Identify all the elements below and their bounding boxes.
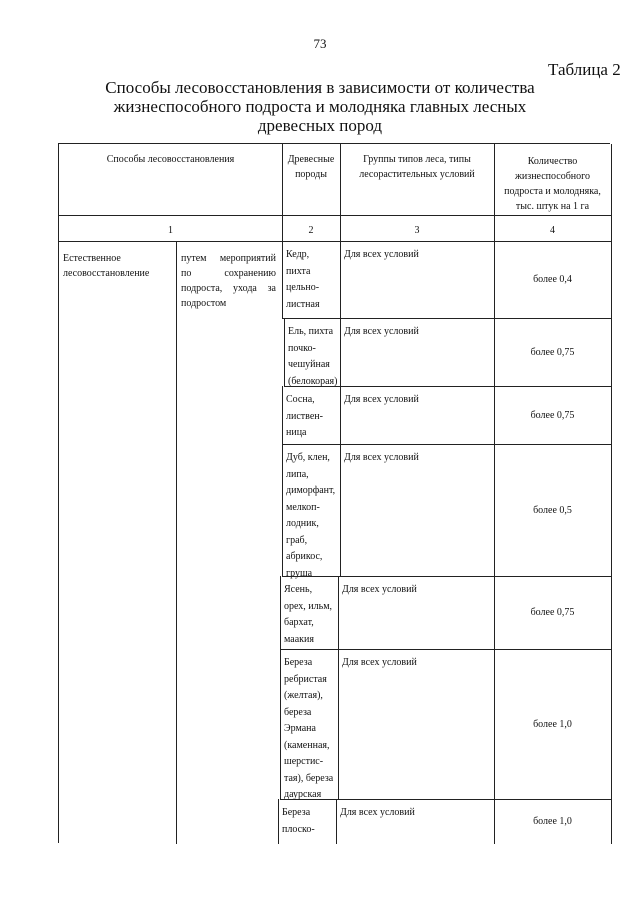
table-rule	[494, 799, 495, 844]
title-line: древесных пород	[257, 116, 383, 135]
quantity-cell: более 0,75	[530, 607, 575, 618]
species-line: пихта	[286, 265, 311, 277]
conditions-cell: Для всех условий	[342, 584, 417, 595]
header-line: тыс. штук на 1 га	[515, 201, 590, 212]
conditions-cell: Для всех условий	[340, 807, 415, 818]
species-cell	[282, 448, 340, 584]
table-rule	[278, 799, 279, 844]
species-line: даурская	[284, 789, 322, 800]
table-rule	[280, 799, 611, 800]
species-line: Ель, пихта	[288, 326, 334, 337]
species-line: береза	[284, 706, 312, 718]
quantity-cell: более 0,75	[530, 346, 575, 358]
measure-line: путем мероприятий	[181, 253, 276, 264]
table-rule	[59, 215, 611, 216]
conditions-cell: Для всех условий	[344, 326, 419, 337]
species-line: Эрмана	[284, 723, 316, 734]
header-line: Группы типов леса, типы	[363, 154, 471, 165]
species-line: бархат,	[284, 617, 314, 628]
table-rule	[340, 386, 341, 444]
page-number: 73	[313, 36, 327, 51]
species-cell	[278, 803, 336, 840]
table-rule	[284, 318, 285, 386]
table-rule	[282, 386, 283, 444]
table-rule	[280, 576, 281, 649]
table-rule	[611, 144, 612, 844]
quantity-cell: более 0,75	[530, 409, 575, 421]
header-species	[282, 150, 340, 184]
species-line: (белокорая)	[288, 375, 338, 387]
species-line: граб,	[286, 534, 308, 546]
table-rule	[282, 144, 283, 241]
measure-line: подростом	[181, 298, 227, 309]
species-line: абрикос,	[286, 551, 323, 562]
table-rule	[280, 649, 281, 799]
header-conditions	[340, 150, 494, 184]
column-number: 2	[308, 225, 314, 236]
table-rule	[340, 144, 341, 241]
species-line: маакия	[284, 633, 314, 645]
conditions-cell: Для всех условий	[344, 249, 419, 260]
title-line: Способы лесовосстановления в зависимости от количества	[105, 78, 535, 97]
species-line: Дуб, клен,	[286, 452, 330, 463]
table-rule	[336, 799, 337, 844]
species-cell	[282, 245, 340, 315]
species-line: орех, ильм,	[284, 600, 333, 612]
table-rule	[340, 241, 341, 318]
species-line: лодник,	[286, 518, 319, 529]
species-line: ребристая	[284, 673, 327, 685]
species-line: листная	[286, 298, 320, 310]
species-line: шерстис-	[284, 756, 324, 767]
species-cell	[280, 653, 338, 806]
title-line: жизнеспособного подроста и молодняка главных лесных	[113, 97, 527, 116]
species-line: диморфант,	[286, 485, 336, 496]
quantity-cell: более 0,5	[533, 504, 572, 516]
table-rule	[494, 144, 495, 241]
column-number: 4	[550, 225, 555, 236]
header-line: Древесные	[287, 154, 335, 165]
table-rule	[282, 444, 611, 445]
quantity-cell: более 1,0	[533, 718, 572, 730]
species-line: мелкоп-	[286, 501, 320, 513]
table-rule	[282, 241, 283, 318]
header-methods: Способы лесовосстановления	[106, 154, 235, 165]
species-cell	[280, 580, 338, 650]
table-rule	[494, 318, 495, 386]
table-rule	[340, 318, 341, 386]
species-line: груша	[286, 567, 313, 579]
table-rule	[494, 444, 495, 576]
table-title	[100, 78, 540, 135]
species-cell	[284, 322, 340, 392]
species-line: (желтая),	[284, 690, 323, 701]
methods-table	[58, 143, 610, 843]
measure-line: подроста, ухода за	[181, 283, 276, 294]
species-line: Кедр,	[286, 249, 310, 260]
species-line: листвен-	[286, 410, 323, 422]
species-line: цельно-	[286, 282, 320, 293]
table-rule	[176, 241, 177, 844]
quantity-cell: более 0,4	[533, 274, 572, 285]
species-line: плоско-	[282, 823, 315, 835]
species-line: чешуйная	[288, 359, 330, 370]
header-line: подроста и молодняка,	[504, 186, 601, 197]
column-number: 1	[168, 225, 173, 236]
measure-cell	[177, 249, 280, 313]
table-label: Таблица 2	[548, 60, 621, 79]
table-rule	[284, 386, 611, 387]
species-line: Сосна,	[286, 394, 315, 405]
table-rule	[282, 444, 283, 576]
quantity-cell: более 1,0	[533, 816, 572, 827]
table-rule	[494, 386, 495, 444]
method-cell	[59, 249, 176, 283]
method-line: лесовосстановление	[63, 268, 150, 279]
column-number: 3	[414, 225, 420, 236]
header-line: Количество	[527, 156, 578, 167]
table-rule	[494, 241, 495, 318]
header-line: жизнеспособного	[514, 171, 591, 182]
table-rule	[338, 576, 339, 649]
species-line: Береза	[284, 657, 313, 668]
species-line: тая), береза	[284, 772, 334, 784]
table-rule	[282, 576, 611, 577]
species-line: Береза	[282, 807, 311, 818]
table-rule	[494, 576, 495, 649]
species-line: почко-	[288, 342, 316, 354]
table-rule	[59, 241, 611, 242]
conditions-cell: Для всех условий	[344, 394, 419, 405]
species-line: ница	[286, 427, 307, 438]
header-line: породы	[295, 169, 327, 180]
method-line: Естественное	[63, 253, 121, 264]
table-rule	[282, 318, 611, 319]
measure-line: по сохранению	[181, 268, 276, 279]
table-rule	[280, 649, 611, 650]
table-rule	[338, 649, 339, 799]
table-rule	[494, 649, 495, 799]
table-rule	[340, 444, 341, 576]
species-line: Ясень,	[284, 584, 313, 595]
species-cell	[282, 390, 340, 444]
species-line: липа,	[286, 468, 309, 480]
header-line: лесорастительных условий	[359, 169, 475, 180]
species-line: (каменная,	[284, 739, 330, 751]
header-quantity	[494, 152, 611, 216]
conditions-cell: Для всех условий	[344, 452, 419, 463]
conditions-cell: Для всех условий	[342, 657, 417, 668]
